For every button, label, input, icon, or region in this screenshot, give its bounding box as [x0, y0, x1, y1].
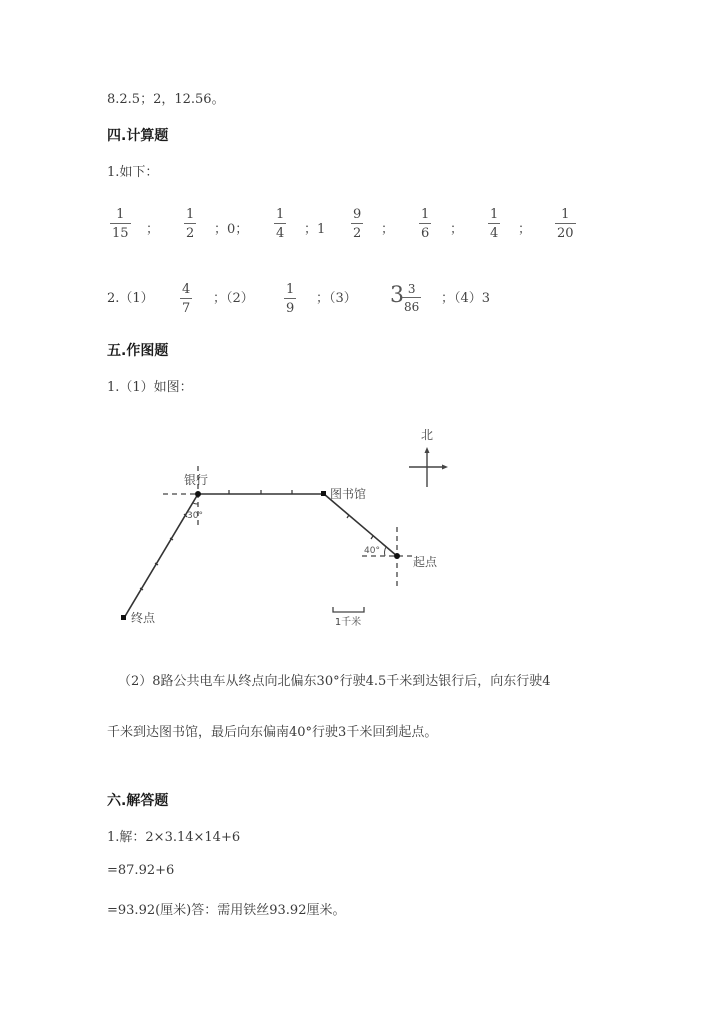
section-heading-4: 四.计算题	[107, 128, 169, 144]
numerator: 1	[490, 207, 499, 222]
bank-point	[195, 491, 201, 497]
section-heading-5: 五.作图题	[107, 343, 169, 359]
separator: ；1	[304, 222, 326, 237]
numerator: 1	[561, 207, 570, 222]
denominator: 20	[557, 226, 574, 241]
denominator: 2	[186, 226, 195, 241]
denominator: 7	[182, 301, 191, 316]
library-label: 图书馆	[330, 487, 367, 501]
library-point	[321, 491, 326, 496]
end-label: 终点	[131, 611, 156, 625]
compass-icon	[409, 447, 448, 487]
question-4-2-label: 2.（1）	[107, 291, 154, 306]
scale-bar	[333, 607, 364, 612]
solution-line: =87.92+6	[107, 863, 175, 878]
start-label: 起点	[413, 555, 438, 569]
solution-line: =93.92(厘米)答：需用铁丝93.92厘米。	[107, 903, 346, 918]
numerator: 9	[353, 207, 362, 222]
north-label: 北	[420, 428, 434, 442]
denominator: 86	[404, 300, 420, 314]
question-4-1-label: 1.如下：	[107, 165, 159, 180]
end-point	[121, 615, 126, 620]
separator: ；	[381, 222, 395, 237]
numerator: 3	[407, 282, 416, 296]
scale-label: 1千米	[334, 617, 362, 628]
separator: ；（4）3	[441, 291, 491, 306]
numerator: 1	[186, 207, 195, 222]
numerator: 1	[286, 282, 295, 297]
numerator: 1	[276, 207, 285, 222]
answer-5-1-2-line2: 千米到达图书馆，最后向东偏南40°行驶3千米回到起点。	[107, 725, 438, 740]
numerator: 4	[182, 282, 191, 297]
denominator: 15	[112, 226, 129, 241]
denominator: 9	[286, 301, 295, 316]
answer-line-8: 8.2.5；2，12.56。	[107, 92, 225, 107]
section-heading-6: 六.解答题	[107, 793, 169, 809]
question-5-1-label: 1.（1）如图：	[107, 380, 193, 395]
solution-line: 1.解：2×3.14×14+6	[107, 830, 241, 845]
denominator: 4	[276, 226, 285, 241]
separator: ；（3）	[316, 291, 357, 306]
start-point	[394, 553, 400, 559]
denominator: 2	[353, 226, 362, 241]
angle-40-label: 40°	[364, 546, 380, 556]
separator: ；	[518, 222, 532, 237]
separator: ；0；	[214, 222, 249, 237]
separator: ；	[146, 222, 160, 237]
denominator: 6	[421, 226, 430, 241]
numerator: 1	[421, 207, 430, 222]
denominator: 4	[490, 226, 499, 241]
separator: ；（2）	[213, 291, 254, 306]
answer-5-1-2-line1: （2）8路公共电车从终点向北偏东30°行驶4.5千米到达银行后，向东行驶4	[118, 674, 551, 689]
mixed-number-whole: 3	[390, 283, 404, 308]
separator: ；	[450, 222, 464, 237]
route-library-to-start	[324, 494, 397, 556]
numerator: 1	[116, 207, 125, 222]
angle-30-label: 30°	[187, 511, 203, 521]
bank-label: 银行	[184, 473, 209, 487]
